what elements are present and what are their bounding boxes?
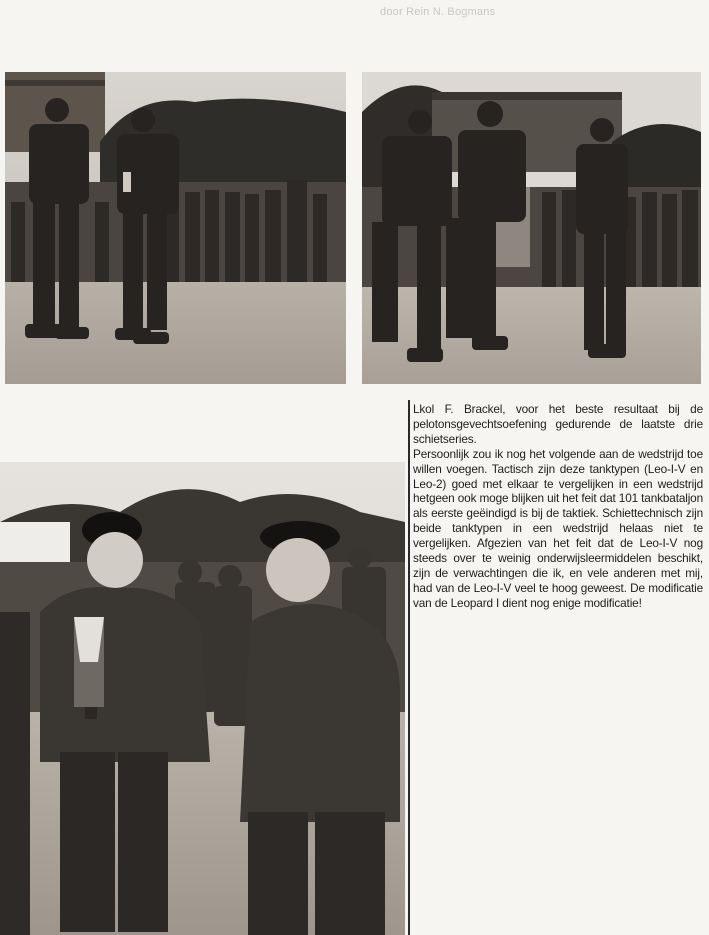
article-text (413, 402, 703, 611)
photo-2-graphic (362, 72, 701, 384)
photo-trophy-handover-right (362, 72, 701, 384)
photo-officers-with-trophy (0, 462, 405, 935)
photo-3-graphic (0, 462, 405, 935)
photo-caption: Lkol F. Brackel, voor het beste resultaat bij de pelotonsgevechtsoefening gedurende de laatste drie schietseries. (413, 402, 703, 446)
column-divider (408, 400, 410, 935)
photo-1-graphic (5, 72, 346, 384)
article-body: Persoonlijk zou ik nog het volgende aan de wedstrijd toe willen voegen. Tactisch zijn deze tanktypen (Leo-I-V en Leo-2) goed met elkaar te vergelijken in een wedstrijd hetgeen ook moge blijken uit het feit dat 101 tankbataljon als eerste geëindigd is bij de taktiek. Schiettechnisch zijn beide tanktypen in een wedstrijd helaas niet te vergelijken. Afgezien van het feit dat de Leo-I-V nog steeds over te weinig onderwijsleermiddelen beschikt, zijn de verwachtingen die ik, en vele anderen met mij, had van de Leo-I-V veel te hoog geweest. De modificatie van de Leopard I dient nog enige modificatie! (413, 446, 703, 610)
photo-trophy-handover-left (5, 72, 346, 384)
bleed-through-byline: door Rein N. Bogmans (380, 6, 496, 18)
